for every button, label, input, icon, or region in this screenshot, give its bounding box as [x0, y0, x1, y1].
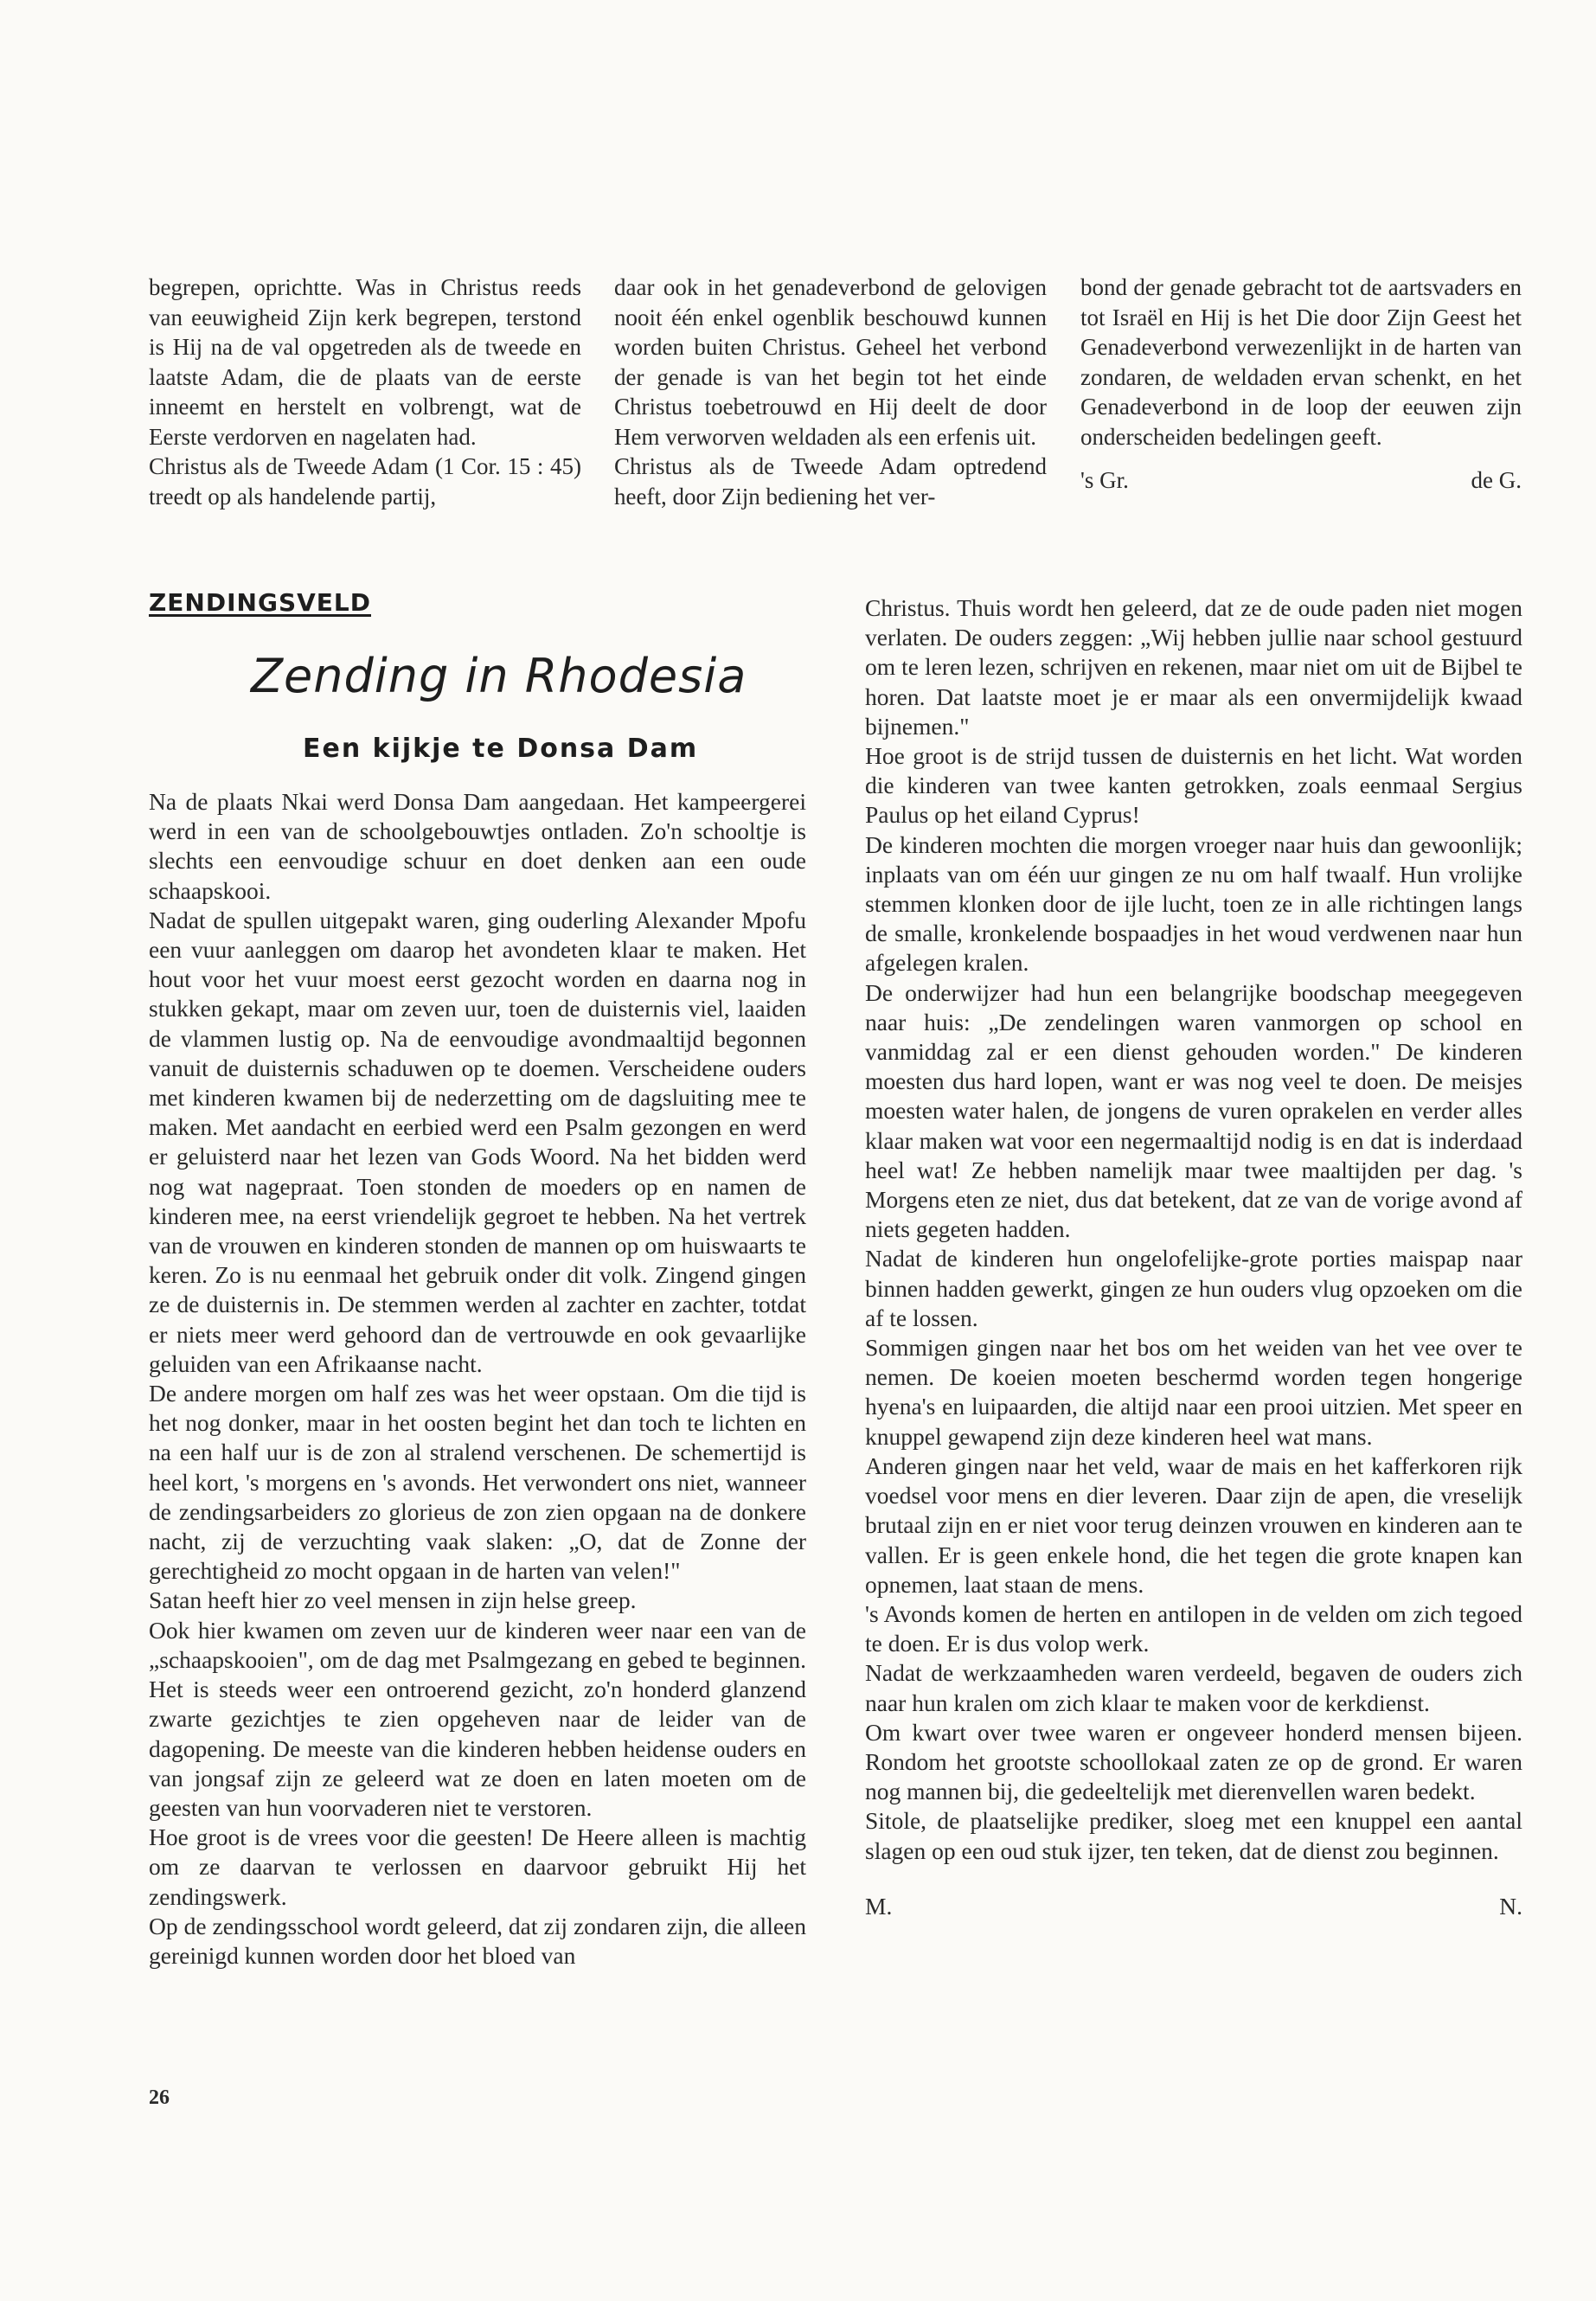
paragraph: 's Avonds komen de herten en antilopen in de velden om zich tegoed te doen. Er is dus volop werk.	[865, 1599, 1522, 1657]
author-initials: de G.	[1471, 467, 1522, 493]
paragraph: Hoe groot is de strijd tussen de duisternis en het licht. Wat worden die kinderen van twee kanten getrokken, zoals eenmaal Sergius Paulus op het eiland Cyprus!	[865, 742, 1522, 829]
paragraph: Satan heeft hier zo veel mensen in zijn helse greep.	[149, 1586, 637, 1614]
article-signature	[865, 1892, 1522, 1921]
article-subtitle: Een kijkje te Donsa Dam	[303, 734, 699, 764]
top-signature-row	[1080, 465, 1522, 496]
signature-initial-right: N.	[1499, 1892, 1522, 1920]
paragraph: Anderen gingen naar het veld, waar de mais en het kafferkoren rijk voedsel voor mens en dier leveren. Daar zijn de apen, die vreselijk brutaal zijn en er niet voor terug deinzen vrouwen en kinderen aan te vallen. Er is geen enkele hond, die het tegen die grote knapen kan opnemen, laat staan de mens.	[865, 1452, 1522, 1598]
top-column-3	[1080, 272, 1522, 496]
paragraph: Christus als de Tweede Adam optredend heeft, door Zijn bediening het ver-	[614, 453, 1047, 510]
paragraph: begrepen, oprichtte. Was in Christus reeds van eeuwigheid Zijn kerk begrepen, terstond is Hij na de val opgetreden als de tweede en laatste Adam, die de plaats van de eerste inneemt en herstelt en volbrengt, wat de Eerste verdorven en nagelaten had.	[149, 274, 581, 450]
paragraph: Christus als de Tweede Adam (1 Cor. 15 : 45) treedt op als handelende partij,	[149, 453, 581, 510]
paragraph: bond der genade gebracht tot de aartsvaders en tot Israël en Hij is het Die door Zijn Geest het Genadeverbond verwezenlijkt in de harten van zondaren, de weldaden ervan schenkt, en het Genadeverbond in de loop der eeuwen zijn onderscheiden bedelingen geeft.	[1080, 274, 1522, 450]
place-name: 's Gr.	[1080, 467, 1129, 493]
paragraph: Nadat de spullen uitgepakt waren, ging ouderling Alexander Mpofu een vuur aanleggen om daarop het avondeten klaar te maken. Het hout voor het vuur moest eerst gezocht worden en daarna nog in stukken gekapt, maar om zeven uur, toen de duisternis viel, laaiden de vlammen lustig op. Na de eenvoudige avondmaaltijd begonnen vanuit de duisternis schaduwen op te doemen. Verscheidene ouders met kinderen kwamen bij de nederzetting om de dagsluiting mee te maken. Met aandacht en eerbied werd een Psalm gezongen en werd er geluisterd naar het lezen van Gods Woord. Na het bidden werd nog wat nagepraat. Toen stonden de moeders op en namen de kinderen mee, na eerst vriendelijk gegroet te hebben. Na het vertrek van de vrouwen en kinderen stonden de mannen op om huiswaarts te keren. Zo is nu eenmaal het gebruik onder dit volk. Zingend gingen ze de duisternis in. De stemmen werden al zachter en zachter, totdat er niets meer werd gehoord dan de vertrouwde en ook gevaarlijke geluiden van een Afrikaanse nacht.	[149, 906, 806, 1377]
paragraph: Christus. Thuis wordt hen geleerd, dat ze de oude paden niet mogen verlaten. De ouders zeggen: „Wij hebben jullie naar school gestuurd om te leren lezen, schrijven en rekenen, maar niet om uit de Bijbel te horen. Dat laatste moet je er maar als een onvermijdelijk kwaad bijnemen."	[865, 594, 1522, 740]
paragraph: De andere morgen om half zes was het weer opstaan. Om die tijd is het nog donker, maar in het oosten begint het dan toch te lichten en na een half uur is de zon al stralend verschenen. De schemertijd is heel kort, 's morgens en 's avonds. Het verwondert ons niet, wanneer de zendingsarbeiders zo glorieus de zon zien opgaan na de donkere nacht, zij de verzuchting vaak slaken: „O, dat de Zonne der gerechtigheid zo mocht opgaan in de harten van velen!"	[149, 1380, 806, 1585]
paragraph: Nadat de werkzaamheden waren verdeeld, begaven de ouders zich naar hun kralen om zich klaar te maken voor de kerkdienst.	[865, 1659, 1522, 1716]
top-column-1	[149, 272, 581, 511]
paragraph: Om kwart over twee waren er ongeveer honderd mensen bijeen. Rondom het grootste schoollokaal zaten ze op de grond. Er waren nog mannen bij, die gedeeltelijk met dierenvellen waren bedekt.	[865, 1718, 1522, 1805]
paragraph: Sitole, de plaatselijke prediker, sloeg met een knuppel een aantal slagen op een oud stuk ijzer, ten teken, dat de dienst zou beginnen.	[865, 1807, 1522, 1864]
paragraph: De onderwijzer had hun een belangrijke boodschap meegegeven naar huis: „De zendelingen waren vanmorgen op school en vanmiddag zal er een dienst gehouden worden." De kinderen moesten dus hard lopen, want er was nog veel te doen. De meisjes moesten water halen, de jongens de vuren oprakelen en verder alles klaar maken wat voor een negermaaltijd nodig is en dat is inderdaad heel wat! Ze hebben namelijk maar twee maaltijden per dag. 's Morgens eten ze niet, dus dat betekent, dat ze van de vorige avond af niets gegeten hadden.	[865, 978, 1522, 1243]
paragraph: Ook hier kwamen om zeven uur de kinderen weer naar een van de „schaapskooien", om de dag met Psalmgezang en gebed te beginnen. Het is steeds weer een ontroerend gezicht, zo'n honderd glanzend zwarte gezichtjes te zien opgeheven naar de leider van de dagopening. De meeste van die kinderen hebben heidense ouders en van jongsaf zijn ze geleerd wat ze doen en laten moeten om de geesten van hun voorvaderen niet te verstoren.	[149, 1616, 806, 1821]
paragraph: Nadat de kinderen hun ongelofelijke-grote porties maispap naar binnen hadden gewerkt, gingen ze hun ouders vlug opzoeken om die af te lossen.	[865, 1245, 1522, 1331]
paragraph: De kinderen mochten die morgen vroeger naar huis dan gewoonlijk; inplaats van om één uur gingen ze nu om half twaalf. Hun vrolijke stemmen klonken door de ijle lucht, toen ze in alle richtingen langs de smalle, kronkelende bospaadjes in het woud verdwenen naar hun afgelegen kralen.	[865, 830, 1522, 977]
paragraph: Na de plaats Nkai werd Donsa Dam aangedaan. Het kampeergerei werd in een van de schoolgebouwtjes ontladen. Zo'n schooltje is slechts een eenvoudige schuur en doet denken aan een oude schaapskooi.	[149, 788, 806, 904]
paragraph: daar ook in het genadeverbond de gelovigen nooit één enkel ogenblik beschouwd kunnen worden buiten Christus. Geheel het verbond der genade is van het begin tot het einde Christus toebetrouwd en Hij deelt de door Hem verworven weldaden als een erfenis uit.	[614, 274, 1047, 450]
paragraph: Sommigen gingen naar het bos om het weiden van het vee over te nemen. De koeien moeten beschermd worden tegen hongerige hyena's en luipaarden, die altijd naar een prooi uitzien. Met speer en knuppel gewapend zijn deze kinderen heel wat mans.	[865, 1334, 1522, 1450]
article-column-left	[149, 787, 806, 1971]
page-number: 26	[149, 2086, 170, 2109]
paragraph: Op de zendingsschool wordt geleerd, dat zij zondaren zijn, die alleen gereinigd kunnen worden door het bloed van	[149, 1912, 806, 1969]
section-label: ZENDINGSVELD	[149, 588, 371, 617]
paragraph: Hoe groot is de vrees voor die geesten! De Heere alleen is machtig om ze daarvan te verlossen en daarvoor gebruikt Hij het zendingswerk.	[149, 1823, 806, 1910]
signature-initial-left: M.	[865, 1892, 893, 1920]
article-column-right	[865, 593, 1522, 1921]
article-title: Zending in Rhodesia	[251, 649, 747, 703]
top-column-2	[614, 272, 1047, 511]
